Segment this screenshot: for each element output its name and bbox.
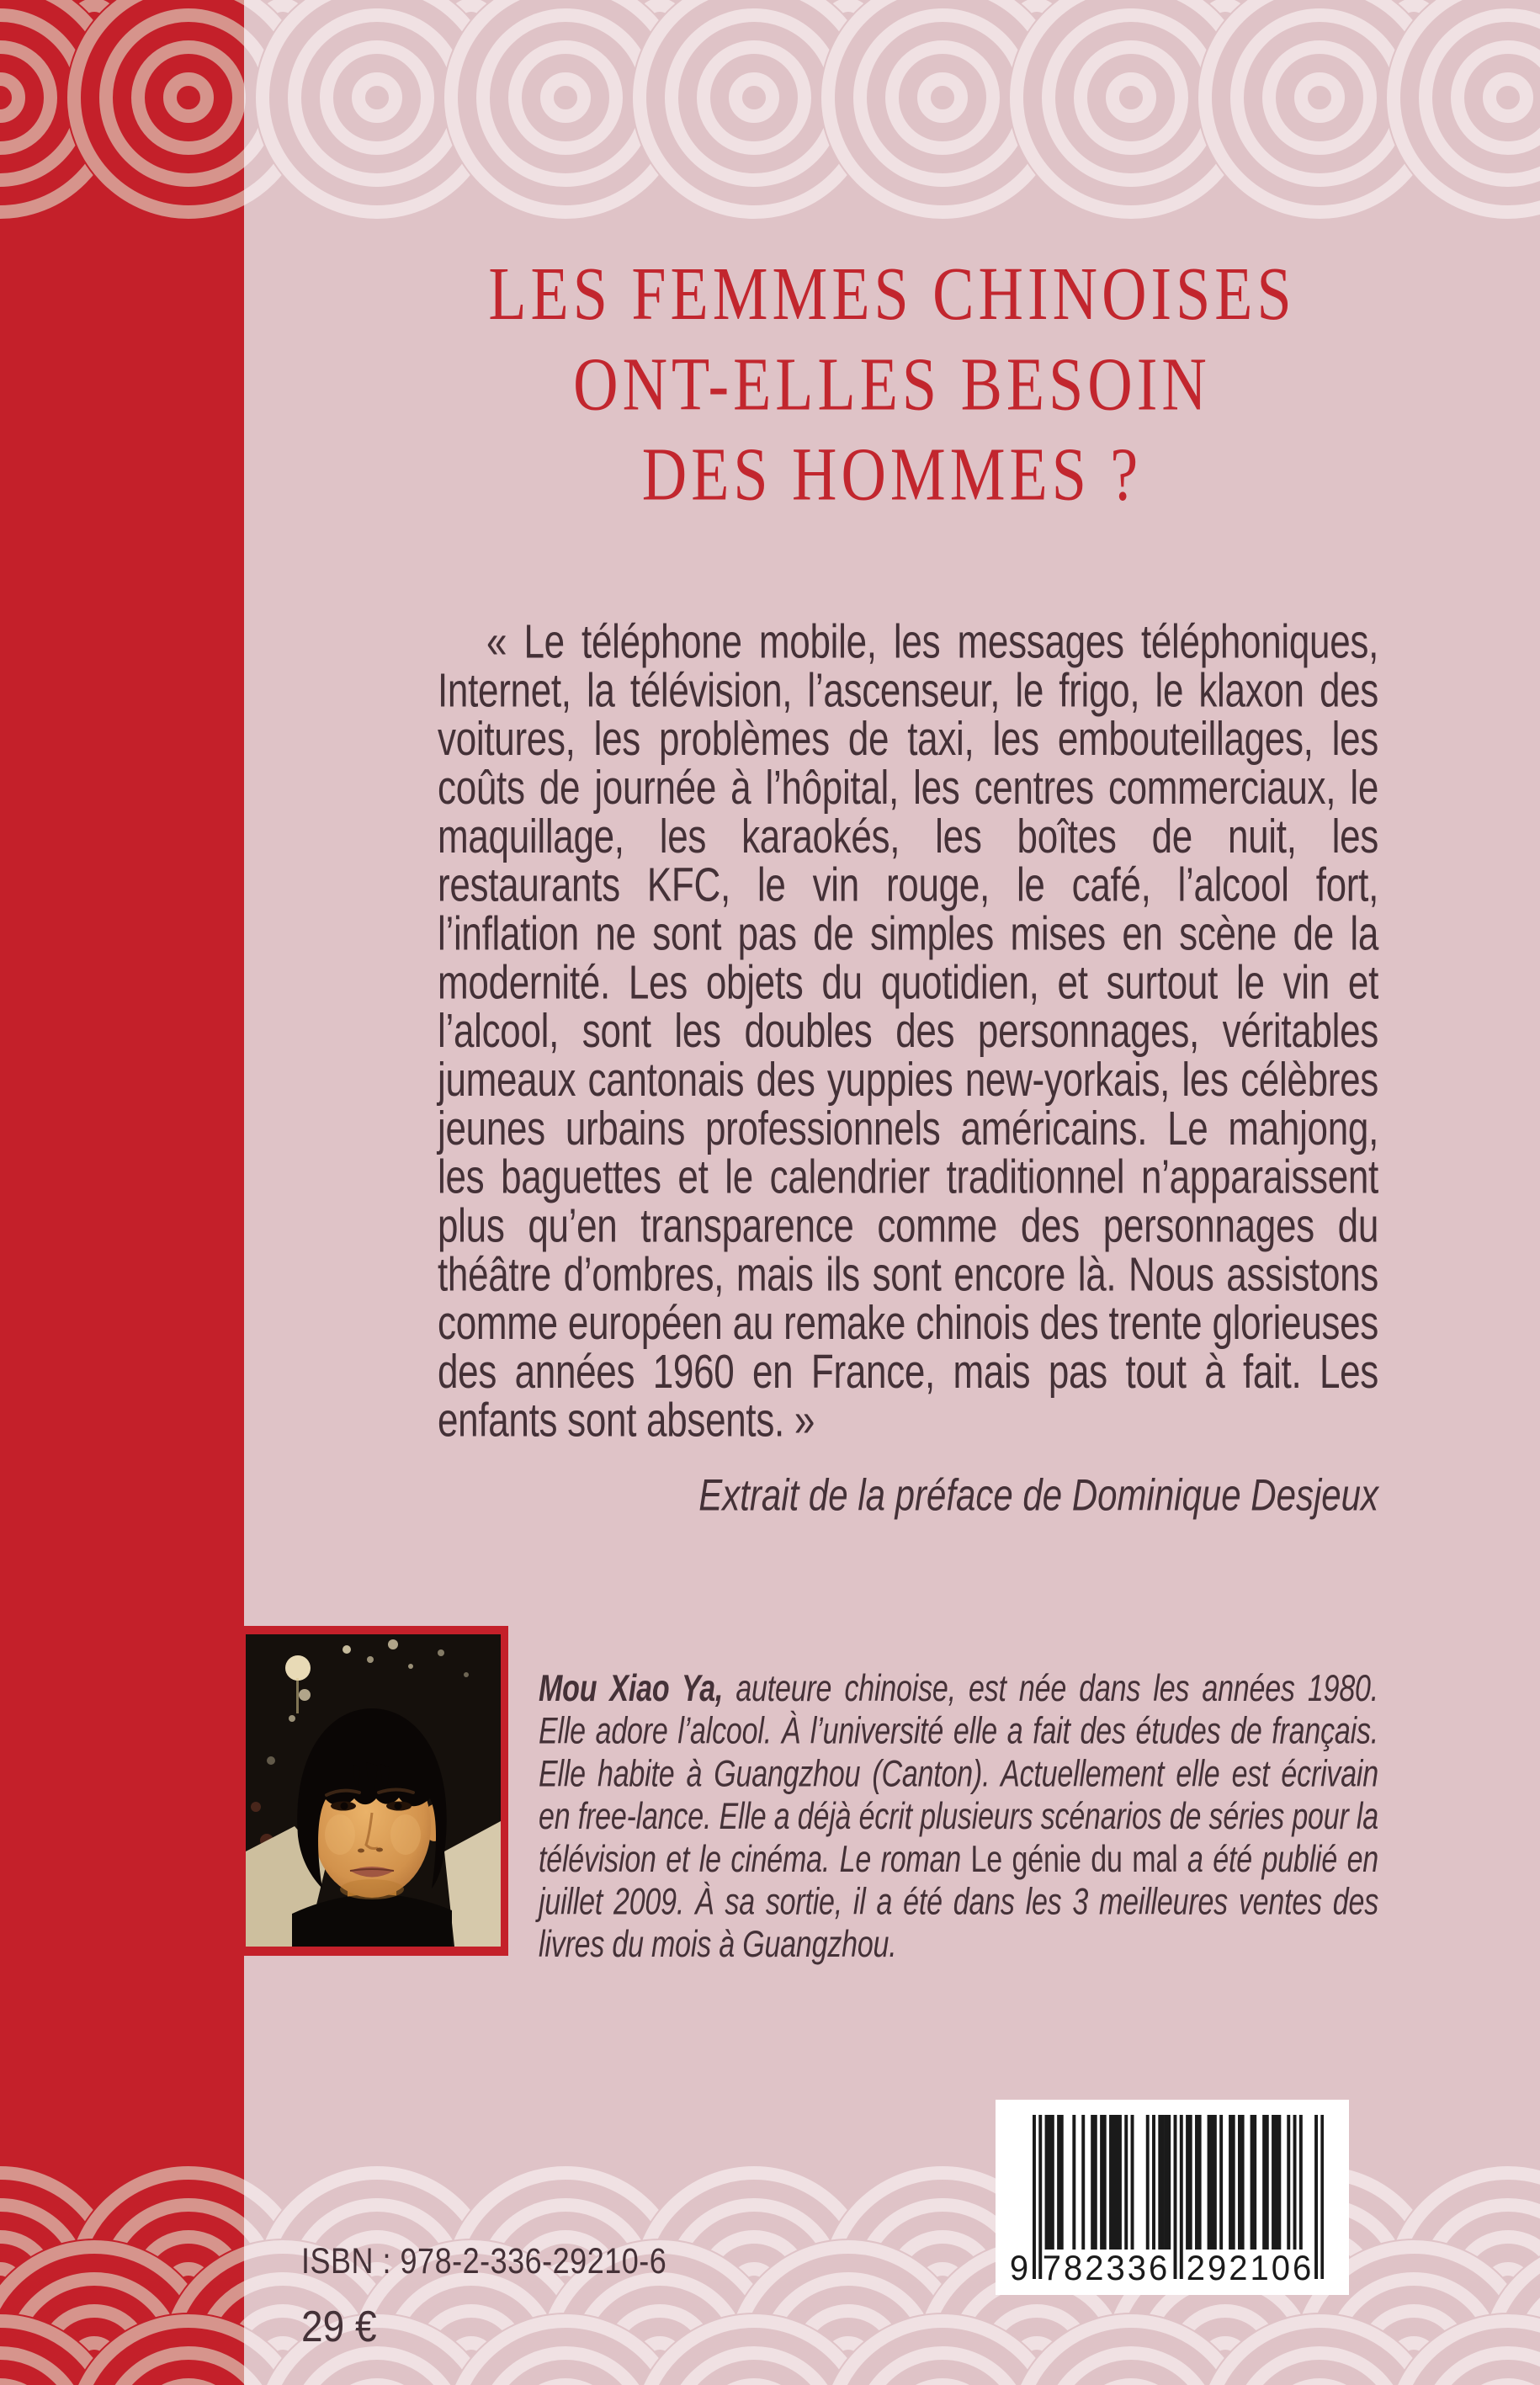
barcode-digit-group: 9 xyxy=(1009,2249,1029,2288)
author-bio xyxy=(539,1668,1378,1967)
left-red-band xyxy=(0,0,244,2385)
author-bio-text: a été publié en juillet 2009. À sa sortie, il a été dans les 3 meilleures ventes des livres du mois à Guangzhou. xyxy=(539,1838,1378,1966)
title-line: LES FEMMES CHINOISES xyxy=(488,252,1296,337)
author-name: Mou Xiao Ya, xyxy=(539,1668,724,1710)
back-cover-quote: « Le téléphone mobile, les messages téléphoniques, Internet, la télévision, l’ascenseur, le frigo, le klaxon des voitures, les problèmes de taxi, les embouteillages, les coûts de journée à l’hôpital, les centres commerciaux, le maquillage, les karaokés, les boîtes de nuit, les restaurants KFC, le vin rouge, le café, l’alcool fort, l’inflation ne sont pas de simples mises en scène de la modernité. Les objets du quotidien, et surtout le vin et l’alcool, sont les doubles des personnages, véritables jumeaux cantonais des yuppies new-yorkais, les célèbres jeunes urbains professionnels américains. Le mahjong, les baguettes et le calendrier traditionnel n’apparaissent plus qu’en transparence comme des personnages du théâtre d’ombres, mais ils sont encore là. Nous assistons comme européen au remake chinois des trente glorieuses des années 1960 en France, mais pas tout à fait. Les enfants sont absents. » xyxy=(438,615,1378,1447)
author-photo xyxy=(246,1634,501,1947)
barcode-digit-group: 292106 xyxy=(1186,2249,1314,2288)
author-bio-text: auteure chinoise, est née dans les années 1980. Elle adore l’alcool. À l’université elle a fait des études de français. Elle habite à Guangzhou (Canton). Actuellement elle est écrivain en free-lance. Elle a déjà écrit plusieurs scénarios de séries pour la télévision et le cinéma. Le roman xyxy=(539,1668,1378,1881)
barcode xyxy=(996,2100,1349,2295)
barcode-digit-group: 782336 xyxy=(1042,2249,1171,2288)
title-line: DES HOMMES ? xyxy=(641,433,1143,518)
author-portrait-illustration xyxy=(246,1634,501,1947)
seigaiha-wave-top-pattern xyxy=(0,0,1540,227)
book-title xyxy=(244,249,1540,520)
author-book-title: Le génie du mal xyxy=(970,1838,1178,1881)
isbn-label: ISBN : 978-2-336-29210-6 xyxy=(301,2240,667,2281)
preface-attribution: Extrait de la préface de Dominique Desjeux xyxy=(698,1469,1378,1520)
price-label: 29 € xyxy=(301,2302,377,2351)
title-line: ONT-ELLES BESOIN xyxy=(573,343,1211,428)
author-photo-frame xyxy=(204,1626,508,1956)
